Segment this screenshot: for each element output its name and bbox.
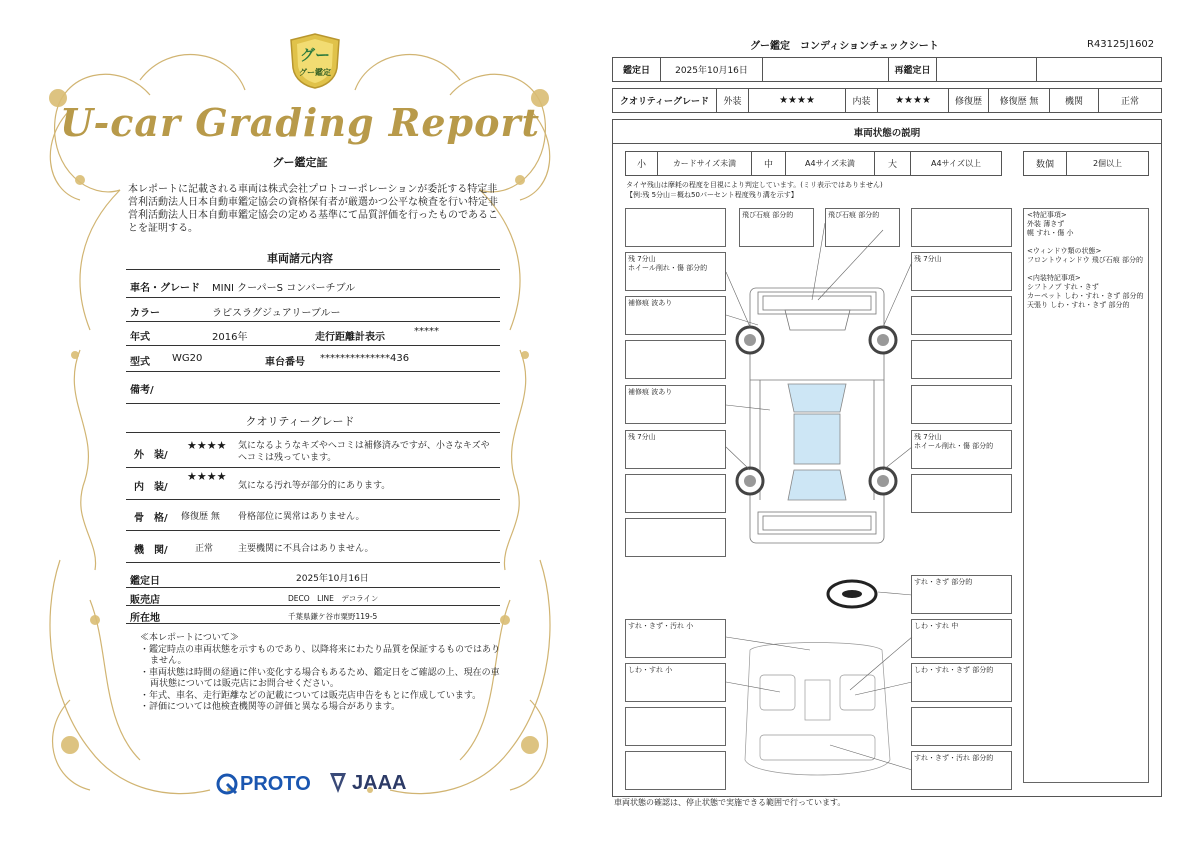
notes-line: 天張り しわ・すれ・きず 部分的 <box>1027 301 1130 309</box>
notes-line: <特記事項> <box>1027 211 1067 219</box>
condition-box-r8 <box>911 575 1012 614</box>
report-notes <box>140 633 500 714</box>
grade-exterior-label: 外 装/ <box>134 450 168 461</box>
box-text: しわ・すれ 小 <box>628 666 673 674</box>
condition-box-l3 <box>625 296 726 335</box>
condition-box-r1 <box>911 208 1012 247</box>
condition-box-r4 <box>911 340 1012 379</box>
legend-large-desc: A4サイズ以上 <box>910 151 1002 176</box>
notes-line: <ウィンドウ類の状態> <box>1027 247 1102 255</box>
condition-box-r11 <box>911 707 1012 746</box>
repair-label: 修復歴 <box>948 88 989 113</box>
spec-model-label: 型式 <box>130 357 150 368</box>
proto-mark-icon <box>216 773 238 795</box>
condition-box-r5 <box>911 385 1012 424</box>
box-text: しわ・すれ・きず 部分的 <box>914 666 994 674</box>
notes-line: フロントウィンドウ 飛び石痕 部分的 <box>1027 256 1144 264</box>
condition-box-l4 <box>625 340 726 379</box>
exterior-label: 外装 <box>716 88 749 113</box>
condition-box-l9 <box>625 619 726 658</box>
grade-exterior-stars: ★★★★ <box>187 439 227 452</box>
notes-line: カーペット しわ・すれ・きず 部分的 <box>1027 292 1144 300</box>
sheet-footer-note: 車両状態の確認は、停止状態で実施できる範囲で行っています。 <box>614 798 846 807</box>
spec-chassis-value: **************436 <box>320 353 410 364</box>
condition-box-r10 <box>911 663 1012 702</box>
appraisal-date-label: 鑑定日 <box>130 576 160 587</box>
interior-stars: ★★★★ <box>877 88 949 113</box>
condition-box-r9 <box>911 619 1012 658</box>
condition-box-l1 <box>625 208 726 247</box>
condition-box-l8 <box>625 518 726 557</box>
grade-interior-stars: ★★★★ <box>187 470 227 483</box>
condition-box-t2 <box>825 208 900 247</box>
box-text: 補修痕 波あり <box>628 299 673 307</box>
grade-frame-value: 修復歴 無 <box>181 512 220 522</box>
repair-value: 修復歴 無 <box>988 88 1050 113</box>
box-text: ホイール削れ・傷 部分的 <box>914 442 994 450</box>
proto-logo <box>216 772 311 796</box>
legend-small-desc: カードサイズ未満 <box>657 151 752 176</box>
condition-box-l11 <box>625 707 726 746</box>
engine-value: 正常 <box>1098 88 1162 113</box>
notes-line: シフトノブ すれ・きず <box>1027 283 1099 291</box>
note-item: ・年式、車名、走行距離などの記載については販売店申告をもとに作成しています。 <box>140 690 482 701</box>
grade-interior-comment: 気になる汚れ等が部分的にあります。 <box>238 481 391 491</box>
condition-box-l7 <box>625 474 726 513</box>
spec-remarks-label: 備考/ <box>130 385 154 396</box>
grade-heading: クオリティーグレード <box>245 415 355 428</box>
sheet-doc-id: R43125J1602 <box>1087 39 1155 50</box>
grade-engine-value: 正常 <box>195 544 214 554</box>
notes-title: ≪本レポートについて≫ <box>140 633 239 643</box>
grade-label: クオリティーグレード <box>612 88 717 113</box>
jaaa-logo <box>328 770 406 796</box>
box-text: 飛び石痕 部分的 <box>742 211 794 219</box>
legend-large: 大 <box>874 151 911 176</box>
spec-mileage-label: 走行距離計表示 <box>315 332 385 343</box>
certificate-heading: グー鑑定証 <box>272 156 328 169</box>
goo-badge <box>287 32 343 90</box>
condition-heading: 車両状態の説明 <box>853 128 921 139</box>
legend-count: 数個 <box>1023 151 1067 176</box>
spec-year-value: 2016年 <box>212 332 248 343</box>
note-item: ・鑑定時点の車両状態を示すものであり、以降将来にわたり品質を保証するものではありません。 <box>140 644 501 666</box>
tire-note-2: 【例:残 5分山＝概ね50パーセント程度残り溝を示す】 <box>626 191 798 199</box>
date-label: 鑑定日 <box>612 57 661 82</box>
legend-small: 小 <box>625 151 658 176</box>
badge-shield-icon <box>287 32 343 90</box>
sheet-title: グー鑑定 コンディションチェックシート <box>750 41 939 52</box>
reappraisal-blank <box>1036 57 1162 82</box>
legend-count-desc: 2個以上 <box>1066 151 1149 176</box>
tire-note-1: タイヤ残山は摩耗の程度を目視により判定しています。(ミリ表示ではありません) <box>626 181 883 189</box>
condition-box-r6 <box>911 430 1012 469</box>
reappraisal-label: 再鑑定日 <box>888 57 937 82</box>
grade-exterior-comment: 気になるようなキズやヘコミは補修済みですが、小さなキズやヘコミは残っています。 <box>238 441 490 463</box>
jaaa-logo-text: JAAA <box>352 771 407 794</box>
appraisal-date-value: 2025年10月16日 <box>296 574 369 584</box>
condition-box-r7 <box>911 474 1012 513</box>
condition-sheet <box>600 0 1200 848</box>
spec-mileage-value: ***** <box>414 326 439 337</box>
box-text: しわ・すれ 中 <box>914 622 959 630</box>
spec-color-value: ラピスラグジュアリーブルー <box>212 308 341 319</box>
grade-engine-comment: 主要機関に不具合はありません。 <box>238 544 374 554</box>
condition-box-r12 <box>911 751 1012 790</box>
note-item: ・車両状態は時間の経過に伴い変化する場合もあるため、鑑定日をご確認の上、現在の車両状態については販売店にお問合せください。 <box>140 667 500 689</box>
notes-line: 外装 薄きず <box>1027 220 1065 228</box>
date-value: 2025年10月16日 <box>660 57 763 82</box>
spec-name-label: 車名・グレード <box>130 283 200 294</box>
grade-frame-comment: 骨格部位に異常はありません。 <box>238 512 365 522</box>
dealer-value: DECO LINE デコライン <box>288 594 379 603</box>
engine-label: 機関 <box>1049 88 1099 113</box>
special-notes-panel <box>1023 208 1149 783</box>
box-text: すれ・きず・汚れ 小 <box>628 622 694 630</box>
steering-wheel-icon <box>828 581 876 607</box>
condition-box-t1 <box>739 208 814 247</box>
interior-label: 内装 <box>845 88 878 113</box>
location-label: 所在地 <box>130 613 160 624</box>
legend-medium: 中 <box>751 151 786 176</box>
box-text: 飛び石痕 部分的 <box>828 211 880 219</box>
badge-label: グー鑑定 <box>299 68 331 77</box>
condition-box-l10 <box>625 663 726 702</box>
dealer-label: 販売店 <box>130 595 160 606</box>
condition-box-l5 <box>625 385 726 424</box>
notes-line: 幌 すれ・傷 小 <box>1027 229 1074 237</box>
condition-box-l6 <box>625 430 726 469</box>
box-text: 残 7分山 <box>914 255 942 263</box>
spec-name-value: MINI クーパーS コンバーチブル <box>212 283 356 294</box>
condition-box-l2 <box>625 252 726 291</box>
notes-line <box>1027 265 1145 274</box>
location-value: 千葉県鎌ケ谷市粟野119-5 <box>288 612 378 621</box>
condition-box-l12 <box>625 751 726 790</box>
spec-color-label: カラー <box>130 308 160 319</box>
spec-year-label: 年式 <box>130 332 150 343</box>
legend-medium-desc: A4サイズ未満 <box>785 151 875 176</box>
spec-model-value: WG20 <box>172 353 203 364</box>
box-text: すれ・きず 部分的 <box>914 578 973 586</box>
note-item: ・評価については他検査機関等の評価と異なる場合があります。 <box>140 702 401 712</box>
condition-box-r3 <box>911 296 1012 335</box>
spec-chassis-label: 車台番号 <box>265 357 305 368</box>
box-text: すれ・きず・汚れ 部分的 <box>914 754 994 762</box>
box-text: 残 7分山 <box>628 255 656 263</box>
condition-box-r2 <box>911 252 1012 291</box>
exterior-stars: ★★★★ <box>748 88 846 113</box>
jaaa-mark-icon <box>328 771 348 795</box>
grade-interior-label: 内 装/ <box>134 482 168 493</box>
certificate-title: U-car Grading Report <box>59 100 541 145</box>
grade-engine-label: 機 関/ <box>134 545 168 556</box>
grade-frame-label: 骨 格/ <box>134 513 168 524</box>
box-text: ホイール削れ・傷 部分的 <box>628 264 708 272</box>
box-text: 補修痕 波あり <box>628 388 673 396</box>
box-text: 残 7分山 <box>628 433 656 441</box>
specs-heading: 車両諸元内容 <box>267 252 333 265</box>
notes-line: <内装特記事項> <box>1027 274 1081 282</box>
notes-line <box>1027 238 1145 247</box>
certificate-statement: 本レポートに記載される車両は株式会社プロトコーポレーションが委託する特定非営利活動法人日本自動車鑑定協会の資格保有者が厳選かつ公平な検査を行い特定非営利活動法人日本自動車鑑定協会の定める基準にて品質評価を行ったものであることを証明する。 <box>128 184 498 234</box>
svg-text:グー: グー <box>299 46 331 64</box>
proto-logo-text: PROTO <box>240 772 311 795</box>
box-text: 残 7分山 <box>914 433 942 441</box>
